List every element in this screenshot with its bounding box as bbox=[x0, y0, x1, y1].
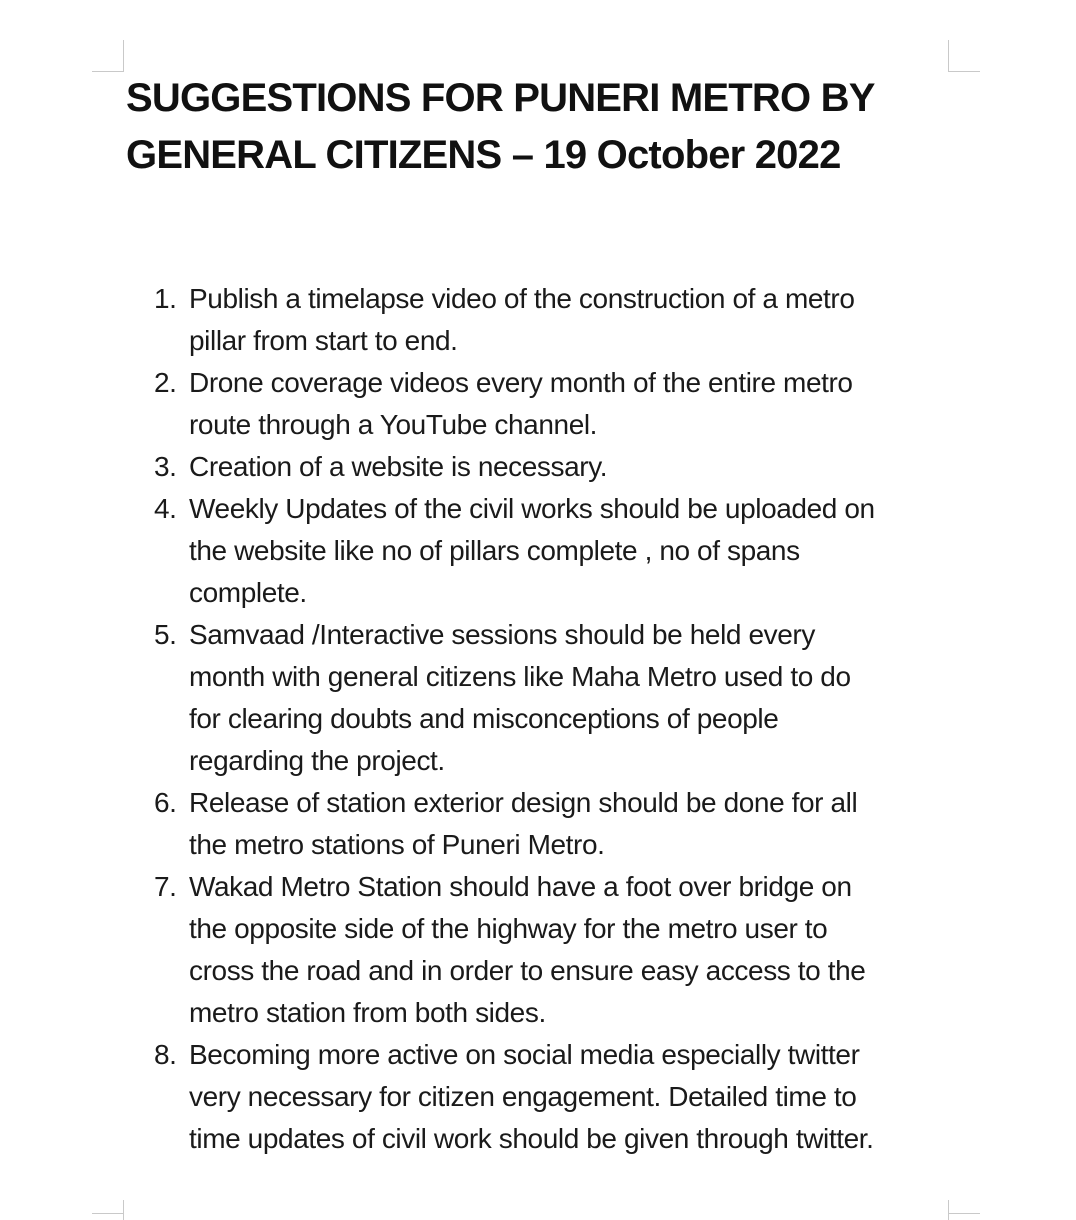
suggestion-number: 6. bbox=[154, 787, 177, 818]
suggestion-line: Publish a timelapse video of the construction of a metro bbox=[189, 283, 855, 314]
suggestion-line: route through a YouTube channel. bbox=[189, 409, 598, 440]
suggestion-text bbox=[189, 362, 954, 446]
suggestion-item bbox=[154, 446, 954, 488]
suggestion-item bbox=[154, 278, 954, 362]
crop-mark-top-left bbox=[92, 71, 124, 72]
suggestion-line: the opposite side of the highway for the metro user to bbox=[189, 913, 828, 944]
crop-mark-top-right bbox=[948, 71, 980, 72]
suggestion-line: time updates of civil work should be given through twitter. bbox=[189, 1123, 874, 1154]
suggestion-item bbox=[154, 866, 954, 1034]
suggestion-number: 5. bbox=[154, 619, 177, 650]
suggestion-line: Release of station exterior design should be done for all bbox=[189, 787, 858, 818]
suggestion-number: 4. bbox=[154, 493, 177, 524]
crop-mark-bottom-left bbox=[123, 1200, 124, 1220]
suggestion-line: month with general citizens like Maha Metro used to do bbox=[189, 661, 851, 692]
suggestion-line: Creation of a website is necessary. bbox=[189, 451, 608, 482]
suggestion-item bbox=[154, 782, 954, 866]
suggestion-line: Becoming more active on social media especially twitter bbox=[189, 1039, 860, 1070]
suggestion-line: very necessary for citizen engagement. Detailed time to bbox=[189, 1081, 857, 1112]
suggestion-text bbox=[189, 488, 954, 614]
suggestion-item bbox=[154, 1034, 954, 1160]
suggestion-item bbox=[154, 488, 954, 614]
suggestion-line: pillar from start to end. bbox=[189, 325, 458, 356]
suggestion-line: the website like no of pillars complete , no of spans bbox=[189, 535, 800, 566]
suggestion-line: Weekly Updates of the civil works should be uploaded on bbox=[189, 493, 875, 524]
crop-mark-bottom-right bbox=[948, 1213, 980, 1214]
suggestion-text bbox=[189, 782, 954, 866]
crop-mark-bottom-left bbox=[92, 1213, 124, 1214]
suggestion-list bbox=[154, 278, 954, 1160]
suggestion-line: cross the road and in order to ensure easy access to the bbox=[189, 955, 866, 986]
suggestion-number: 2. bbox=[154, 367, 177, 398]
crop-mark-top-right bbox=[948, 40, 949, 72]
document-title bbox=[126, 70, 926, 184]
suggestion-text bbox=[189, 614, 954, 782]
suggestion-line: metro station from both sides. bbox=[189, 997, 546, 1028]
suggestion-number: 3. bbox=[154, 451, 177, 482]
suggestion-item bbox=[154, 614, 954, 782]
suggestion-line: for clearing doubts and misconceptions of people bbox=[189, 703, 779, 734]
suggestion-text bbox=[189, 866, 954, 1034]
crop-mark-top-left bbox=[123, 40, 124, 72]
suggestion-line: regarding the project. bbox=[189, 745, 445, 776]
title-line-1: SUGGESTIONS FOR PUNERI METRO BY bbox=[126, 76, 875, 120]
suggestion-number: 1. bbox=[154, 283, 177, 314]
suggestion-line: Samvaad /Interactive sessions should be held every bbox=[189, 619, 815, 650]
suggestion-item bbox=[154, 362, 954, 446]
crop-mark-bottom-right bbox=[948, 1200, 949, 1220]
suggestion-text bbox=[189, 1034, 954, 1160]
suggestion-line: Drone coverage videos every month of the entire metro bbox=[189, 367, 853, 398]
title-line-2: GENERAL CITIZENS – 19 October 2022 bbox=[126, 133, 841, 177]
suggestion-line: complete. bbox=[189, 577, 307, 608]
suggestion-number: 8. bbox=[154, 1039, 177, 1070]
suggestion-number: 7. bbox=[154, 871, 177, 902]
suggestion-line: the metro stations of Puneri Metro. bbox=[189, 829, 605, 860]
suggestion-text bbox=[189, 278, 954, 362]
suggestion-text bbox=[189, 446, 954, 488]
suggestion-line: Wakad Metro Station should have a foot over bridge on bbox=[189, 871, 852, 902]
